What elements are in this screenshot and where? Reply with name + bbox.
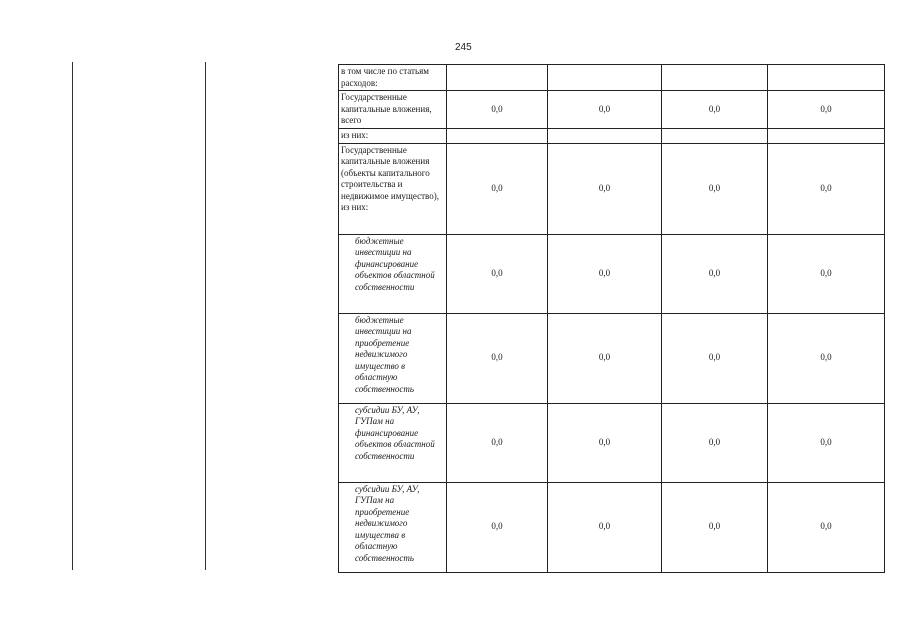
value-cell: 0,0 — [548, 482, 662, 572]
value-cell: 0,0 — [548, 403, 662, 482]
row-label: бюджетные инвестиции на финансирование объектов областной собственности — [339, 234, 447, 313]
value-cell: 0,0 — [768, 143, 885, 234]
value-cell — [662, 129, 768, 144]
row-label: из них: — [339, 129, 447, 144]
middle-column-border — [205, 62, 206, 570]
row-label: Государственные капитальные вложения (объекты капитального строительства и недвижимое имущество), из них: — [339, 143, 447, 234]
value-cell: 0,0 — [548, 234, 662, 313]
value-cell: 0,0 — [662, 313, 768, 403]
value-cell: 0,0 — [447, 143, 548, 234]
table-row — [339, 143, 885, 234]
value-cell: 0,0 — [768, 403, 885, 482]
value-cell: 0,0 — [548, 91, 662, 129]
value-cell: 0,0 — [447, 234, 548, 313]
table-row — [339, 91, 885, 129]
row-label: Государственные капитальные вложения, всего — [339, 91, 447, 129]
expenses-table — [338, 64, 885, 573]
row-label: субсидии БУ, АУ, ГУПам на приобретение недвижимого имущества в областную собственность — [339, 482, 447, 572]
value-cell: 0,0 — [548, 143, 662, 234]
value-cell: 0,0 — [768, 482, 885, 572]
value-cell — [447, 65, 548, 91]
row-label: бюджетные инвестиции на приобретение недвижимого имущество в областную собственность — [339, 313, 447, 403]
row-label: субсидии БУ, АУ, ГУПам на финансирование объектов областной собственности — [339, 403, 447, 482]
value-cell: 0,0 — [662, 403, 768, 482]
value-cell: 0,0 — [548, 313, 662, 403]
value-cell: 0,0 — [768, 91, 885, 129]
value-cell: 0,0 — [447, 403, 548, 482]
left-column-border — [72, 62, 73, 570]
expenses-table-body — [339, 65, 885, 573]
value-cell: 0,0 — [662, 234, 768, 313]
table-row — [339, 313, 885, 403]
value-cell — [548, 129, 662, 144]
value-cell — [768, 65, 885, 91]
row-label: в том числе по статьям расходов: — [339, 65, 447, 91]
value-cell — [447, 129, 548, 144]
table-row — [339, 65, 885, 91]
value-cell: 0,0 — [447, 313, 548, 403]
table-row — [339, 482, 885, 572]
value-cell: 0,0 — [447, 482, 548, 572]
value-cell — [768, 129, 885, 144]
value-cell: 0,0 — [662, 482, 768, 572]
value-cell — [548, 65, 662, 91]
value-cell — [662, 65, 768, 91]
table-row — [339, 234, 885, 313]
table-row — [339, 403, 885, 482]
table-row — [339, 129, 885, 144]
value-cell: 0,0 — [662, 91, 768, 129]
value-cell: 0,0 — [768, 234, 885, 313]
value-cell: 0,0 — [447, 91, 548, 129]
page-number: 245 — [455, 42, 472, 53]
value-cell: 0,0 — [768, 313, 885, 403]
value-cell: 0,0 — [662, 143, 768, 234]
